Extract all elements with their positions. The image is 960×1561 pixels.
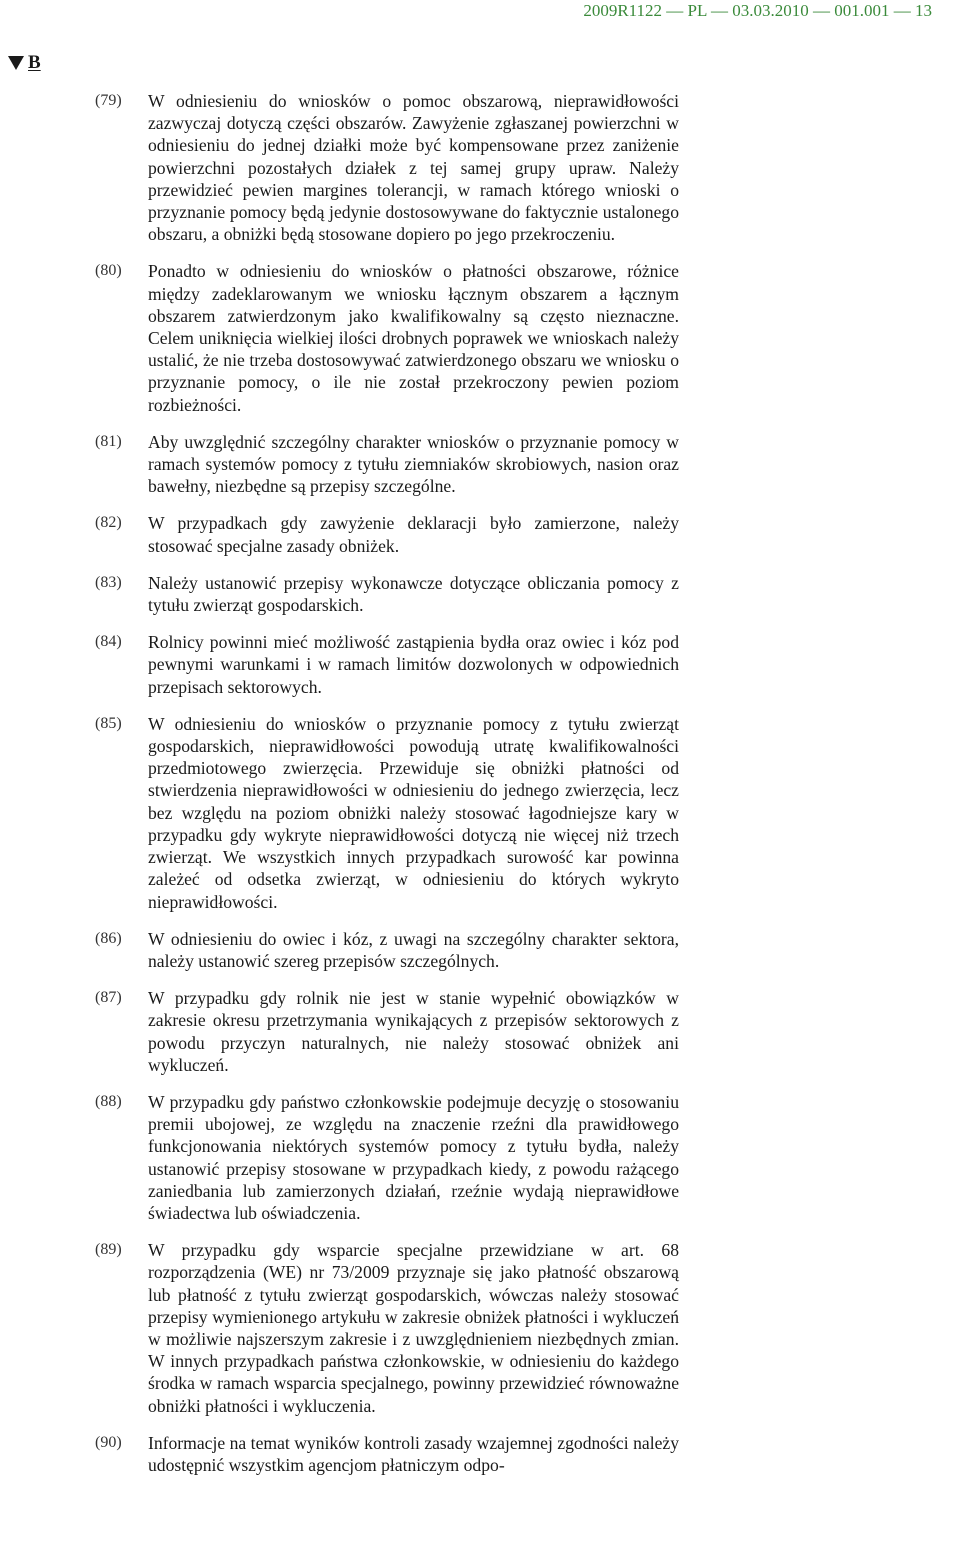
recital-number: (87) (95, 989, 122, 1007)
amendment-marker-letter: B (28, 52, 41, 73)
recital-85 (0, 713, 960, 913)
recital-text: W przypadku gdy rolnik nie jest w stanie wypełnić obowiązków w zakresie okresu przetrzymania wynikających z przepisów sektorowych z powodu przyczyn naturalnych, nie należy stosować obniżek ani wykluczeń. (148, 988, 679, 1075)
recital-number: (85) (95, 714, 122, 732)
recital-text: Należy ustanowić przepisy wykonawcze dotyczące obliczania pomocy z tytułu zwierząt gospodarskich. (148, 572, 679, 616)
recital-text: W przypadkach gdy zawyżenie deklaracji było zamierzone, należy stosować specjalne zasady obniżek. (148, 513, 679, 556)
recital-number: (81) (95, 432, 122, 450)
recital-number: (80) (95, 262, 122, 280)
recital-number: (79) (95, 92, 122, 109)
recital-text: Informacje na temat wyników kontroli zasady wzajemnej zgodności należy udostępnić wszystkim agencjom płatniczym odpo- (148, 1432, 679, 1475)
recital-89 (0, 1239, 960, 1417)
recitals-list (0, 90, 960, 1491)
recital-80 (0, 260, 960, 415)
recital-88 (0, 1091, 960, 1224)
triangle-down-icon (8, 56, 24, 70)
recital-text: Rolnicy powinni mieć możliwość zastąpienia bydła oraz owiec i kóz pod pewnymi warunkami i w ramach limitów dozwolonych w odpowiednich przepisach sektorowych. (148, 632, 679, 697)
recital-number: (89) (95, 1241, 122, 1259)
recital-number: (88) (95, 1092, 122, 1110)
recital-83 (0, 572, 960, 616)
recital-text: W przypadku gdy państwo członkowskie podejmuje decyzję o stosowaniu premii ubojowej, ze względu na znaczenie rzeźni dla prawidłowego funkcjonowania niektórych systemów pomocy z tytułu bydła, należy ustanowić przepisy stosowane w przypadkach kiedy, z powodu rażącego zaniedbania lub zamierzonych działań, rzeźnie wydają nieprawidłowe świadectwa lub oświadczenia. (148, 1091, 679, 1223)
recital-number: (82) (95, 514, 122, 532)
recital-text: Ponadto w odniesieniu do wniosków o płatności obszarowe, różnice między zadeklarowanym we wniosku łącznym obszarem a łącznym obszarem zatwierdzonym jako kwalifikowalny są często nieznaczne. Celem uniknięcia wielkiej ilości drobnych poprawek we wnioskach należy ustalić, że nie trzeba dostosowywać zatwierdzonego obszaru we wniosku o przyznanie pomocy, o ile nie został przekroczony pewien poziom rozbieżności. (148, 261, 679, 415)
recital-82 (0, 512, 960, 556)
recital-84 (0, 631, 960, 698)
recital-81 (0, 431, 960, 498)
recital-text: Aby uwzględnić szczególny charakter wniosków o przyznanie pomocy w ramach systemów pomocy z tytułu ziemniaków skrobiowych, nasion oraz bawełny, niezbędne są przepisy szczególne. (148, 431, 679, 497)
recital-number: (90) (95, 1433, 122, 1451)
recital-text: W odniesieniu do wniosków o przyznanie pomocy z tytułu zwierząt gospodarskich, nieprawidłowości powodują utratę kwalifikowalności przedmiotowego zwierzęcia. Przewiduje się obniżki płatności od stwierdzenia nieprawidłowości w odniesieniu do jednego zwierzęcia, lecz bez względu na poziom obniżki należy stosować łagodniejsze kary w przypadku gdy wykryte nieprawidłowości dotyczą nie więcej niż trzech zwierząt. We wszystkich innych przypadkach surowość kar powinna zależeć od odsetka zwierząt, w odniesieniu do których wykryto nieprawidłowości. (148, 713, 679, 912)
recital-90 (0, 1432, 960, 1476)
recital-86 (0, 928, 960, 972)
recital-number: (84) (95, 633, 122, 651)
recital-number: (86) (95, 929, 122, 947)
recital-79 (0, 90, 960, 245)
amendment-marker (8, 52, 41, 74)
recital-87 (0, 987, 960, 1076)
recital-text: W odniesieniu do wniosków o pomoc obszarową, nieprawidłowości zazwyczaj dotyczą części obszarów. Zawyżenie zgłaszanej powierzchni w odniesieniu do jednej działki może być kompensowane przez zaniżenie powierzchni pozostałych działek z tej samej grupy upraw. Należy przewidzieć pewien margines tolerancji, w ramach którego wnioski o przyznanie pomocy będą jedynie dostosowywane do faktycznie ustalonego obszaru, a obniżki będą stosowane dopiero po jego przekroczeniu. (148, 91, 679, 245)
recital-text: W przypadku gdy wsparcie specjalne przewidziane w art. 68 rozporządzenia (WE) nr 73/2009 przyznaje się jako płatność obszarową lub płatność z tytułu zwierząt gospodarskich, wówczas należy stosować przepisy wymienionego artykułu w zakresie obniżek płatności i wykluczeń w możliwie najszerszym zakresie i z uwzględnieniem niezbędnych zmian. W innych przypadkach państwa członkowskie, w odniesieniu do każdego środka w ramach wsparcia specjalnego, powinny przewidzieć równoważne obniżki płatności i wykluczenia. (148, 1240, 679, 1416)
running-head: 2009R1122 — PL — 03.03.2010 — 001.001 — 13 (583, 1, 932, 20)
recital-text: W odniesieniu do owiec i kóz, z uwagi na szczególny charakter sektora, należy ustanowić szereg przepisów szczególnych. (148, 928, 679, 971)
recital-number: (83) (95, 573, 122, 591)
